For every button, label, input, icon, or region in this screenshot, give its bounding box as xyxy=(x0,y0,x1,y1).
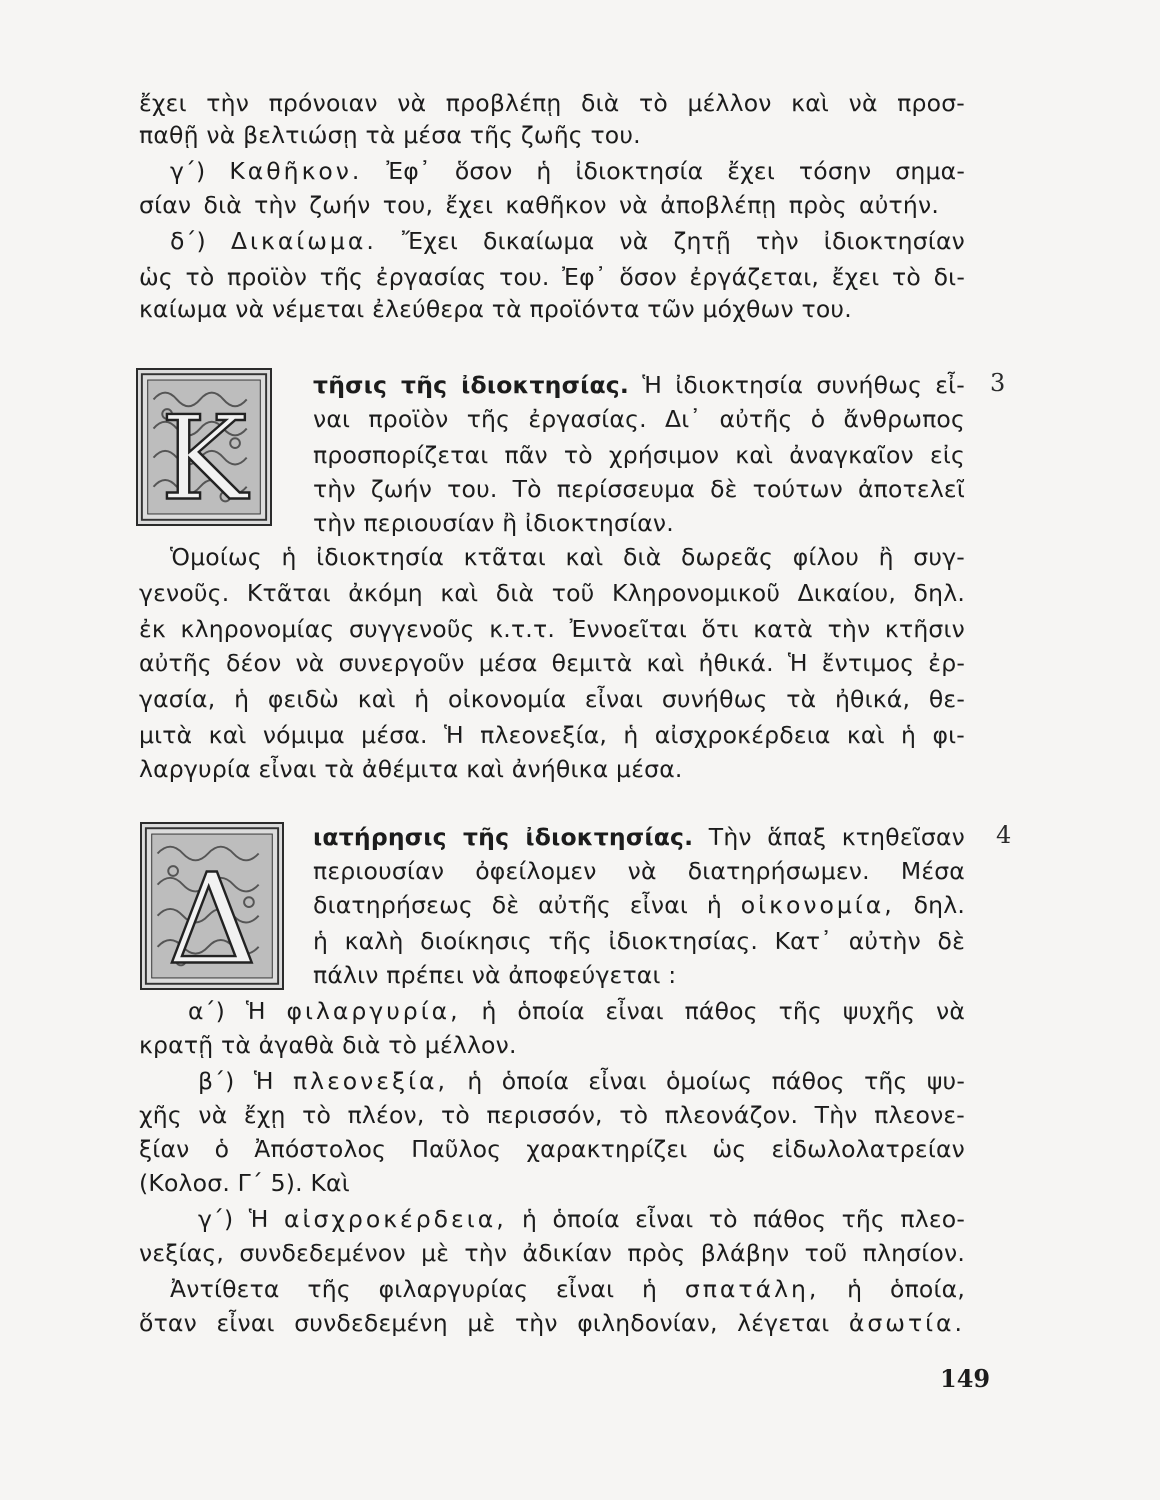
item-term: πλεονεξία, xyxy=(293,1067,448,1095)
item-article: Ἡ xyxy=(248,1205,269,1233)
text-line: νεξίας, συνδεδεμένον μὲ τὴν ἀδικίαν πρὸς βλάβην τοῦ πλησίον. xyxy=(139,1239,965,1267)
initial-letter: Δ xyxy=(167,847,257,988)
list-item-alpha xyxy=(188,996,965,1026)
item-label: δ΄) xyxy=(170,227,206,255)
text-line: Ὁμοίως ἡ ἰδιοκτησία κτᾶται καὶ διὰ δωρεᾶς φίλου ἢ συγ- xyxy=(170,543,965,571)
section-heading: ιατήρησις τῆς ἰδιοκτησίας. xyxy=(313,823,694,851)
text-line: σίαν διὰ τὴν ζωήν του, ἔχει καθῆκον νὰ ἀποβλέπῃ πρὸς αὐτήν. xyxy=(139,191,939,219)
item-term: ἀσωτία. xyxy=(848,1309,965,1337)
section-text: Τὴν ἅπαξ κτηθεῖσαν xyxy=(708,823,965,851)
text-line: ἔχει τὴν πρόνοιαν νὰ προβλέπῃ διὰ τὸ μέλλον καὶ νὰ προσ- xyxy=(139,89,965,117)
decorated-initial-kappa xyxy=(136,368,272,526)
item-term: σπατάλη, xyxy=(684,1275,820,1303)
text-line: χῆς νὰ ἔχῃ τὸ πλέον, τὸ περισσόν, τὸ πλεονάζον. Τὴν πλεονε- xyxy=(139,1101,965,1129)
text-line: παθῇ νὰ βελτιώσῃ τὰ μέσα τῆς ζωῆς του. xyxy=(139,121,641,149)
item-text: Ἔχει δικαίωμα νὰ ζητῇ τὴν ἰδιοκτησίαν xyxy=(401,227,966,255)
item-label: γ΄) xyxy=(170,157,206,185)
item-article: Ἡ xyxy=(253,1067,274,1095)
item-term: φιλαργυρία, xyxy=(286,997,461,1025)
text-line: ξίαν ὁ Ἀπόστολος Παῦλος χαρακτηρίζει ὡς εἰδωλολατρείαν xyxy=(139,1135,965,1163)
item-text: ἡ ὁποία, xyxy=(847,1275,966,1303)
section-text: Ἡ ἰδιοκτησία συνήθως εἶ- xyxy=(642,371,965,399)
text-line: ἐκ κληρονομίας συγγενοῦς κ.τ.τ. Ἐννοεῖται ὅτι κατὰ τὴν κτῆσιν xyxy=(139,615,965,643)
page-number: 149 xyxy=(940,1364,991,1393)
section-text: δηλ. xyxy=(913,891,966,919)
item-term: αἰσχροκέρδεια, xyxy=(284,1205,507,1233)
item-term: Καθῆκον. xyxy=(229,157,363,185)
text-line: πάλιν πρέπει νὰ ἀποφεύγεται : xyxy=(313,961,677,989)
item-label: γ΄) xyxy=(198,1205,234,1233)
text-line: γενοῦς. Κτᾶται ἀκόμη καὶ διὰ τοῦ Κληρονομικοῦ Δικαίου, δηλ. xyxy=(139,579,965,607)
text-line: ὡς τὸ προϊὸν τῆς ἐργασίας του. Ἐφ᾿ ὅσον ἐργάζεται, ἔχει τὸ δι- xyxy=(139,263,965,291)
text-line: λαργυρία εἶναι τὰ ἀθέμιτα καὶ ἀνήθικα μέσα. xyxy=(139,755,683,783)
section-heading: τῆσις τῆς ἰδιοκτησίας. xyxy=(313,371,630,399)
item-label: β΄) xyxy=(198,1067,235,1095)
text-line: καίωμα νὰ νέμεται ἐλεύθερα τὰ προϊόντα τῶν μόχθων του. xyxy=(139,295,852,323)
item-text: ἡ ὁποία εἶναι πάθος τῆς ψυχῆς νὰ xyxy=(481,997,966,1025)
item-text: ὅταν εἶναι συνδεδεμένη μὲ τὴν φιληδονίαν, λέγεται xyxy=(139,1309,830,1337)
item-label: α΄) xyxy=(188,997,226,1025)
text-line: περιουσίαν ὀφείλομεν νὰ διατηρήσωμεν. Μέσα xyxy=(313,857,965,885)
section-heading-line xyxy=(313,822,965,852)
text-line: τὴν περιουσίαν ἢ ἰδιοκτησίαν. xyxy=(313,509,674,537)
decorated-initial-delta xyxy=(140,822,284,990)
margin-number: 4 xyxy=(996,821,1012,849)
item-text: ἡ ὁποία εἶναι ὁμοίως πάθος τῆς ψυ- xyxy=(467,1067,966,1095)
text-line: γασία, ἡ φειδὼ καὶ ἡ οἰκονομία εἶναι συνήθως τὰ ἠθικά, θε- xyxy=(139,685,965,713)
item-text: Ἀντίθετα τῆς φιλαργυρίας εἶναι ἡ xyxy=(170,1275,658,1303)
text-line: (Κολοσ. Γ΄ 5). Καὶ xyxy=(139,1169,350,1197)
initial-letter: Κ xyxy=(160,391,248,524)
text-line: ἡ καλὴ διοίκησις τῆς ἰδιοκτησίας. Κατ᾿ αὐτὴν δὲ xyxy=(313,927,965,955)
text-line: αὐτῆς δέον νὰ συνεργοῦν μέσα θεμιτὰ καὶ ἠθικά. Ἡ ἔντιμος ἐρ- xyxy=(139,649,965,677)
item-text: Ἐφ᾿ ὅσον ἡ ἰδιοκτησία ἔχει τόσην σημα- xyxy=(386,157,966,185)
list-item-gamma xyxy=(198,1204,965,1234)
text-line xyxy=(313,890,965,920)
section-term: οἰκονομία, xyxy=(740,891,895,919)
list-item-beta xyxy=(198,1066,965,1096)
text-line: τὴν ζωήν του. Τὸ περίσσευμα δὲ τούτων ἀποτελεῖ xyxy=(313,475,965,503)
text-line: μιτὰ καὶ νόμιμα μέσα. Ἡ πλεονεξία, ἡ αἰσχροκέρδεια καὶ ἡ φι- xyxy=(139,721,965,749)
item-term: Δικαίωμα. xyxy=(230,227,377,255)
text-line: κρατῇ τὰ ἀγαθὰ διὰ τὸ μέλλον. xyxy=(139,1031,517,1059)
text-line xyxy=(139,1308,965,1338)
item-delta-line xyxy=(170,226,965,256)
margin-number: 3 xyxy=(990,369,1006,397)
item-text: ἡ ὁποία εἶναι τὸ πάθος τῆς πλεο- xyxy=(522,1205,965,1233)
text-line: προσπορίζεται πᾶν τὸ χρήσιμον καὶ ἀναγκαῖον εἰς xyxy=(313,441,965,469)
section-text: διατηρήσεως δὲ αὐτῆς εἶναι ἡ xyxy=(313,891,722,919)
section-heading-line xyxy=(313,370,965,400)
text-line: ναι προϊὸν τῆς ἐργασίας. Δι᾿ αὐτῆς ὁ ἄνθρωπος xyxy=(313,405,965,433)
item-article: Ἡ xyxy=(245,997,266,1025)
item-gamma-line xyxy=(170,156,965,186)
text-line xyxy=(170,1274,965,1304)
